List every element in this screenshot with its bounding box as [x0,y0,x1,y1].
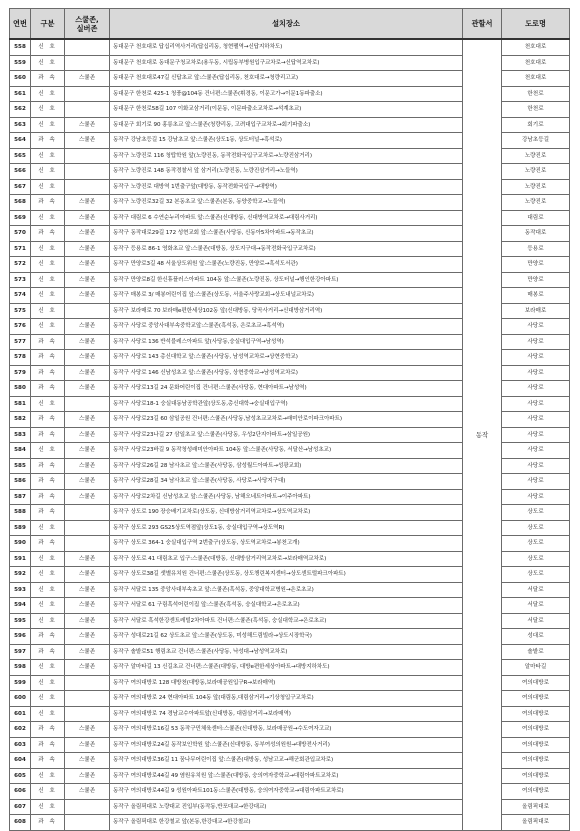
row-no: 571 [10,241,31,257]
row-location: 동작구 사당로 중앙사대부속중학교앞:스쿨존(흑석동, 은로초교→흑석역) [110,319,463,335]
row-road: 서달로 [502,582,570,598]
row-location: 동작구 사당로 136 반석블레스아파트 앞(사당동,숭실대입구역→남성역) [110,334,463,350]
row-location: 동대문구 천호대로 동대문구청교차로(용두동, 시립동부병원입구교차로→신답역교차로) [110,55,463,71]
row-no: 564 [10,133,31,149]
row-school-zone: 스쿨존 [65,551,110,567]
row-type: 과 속 [31,489,65,505]
row-road: 사당로 [502,412,570,428]
row-school-zone [65,55,110,71]
row-type: 신 호 [31,102,65,118]
row-school-zone: 스쿨존 [65,257,110,273]
row-school-zone [65,102,110,118]
row-location: 동작구 서달로 135 중앙사대부속초교 앞:스쿨존(흑석동, 중앙대학교병원→은로초교) [110,582,463,598]
row-location: 동작구 사당로23바길 9 동작청성래미안아파트 104동 앞:스쿨존(사당동, 서달산→남성초교) [110,443,463,459]
row-road: 사당로 [502,458,570,474]
row-location: 동작구 솔밭로51 행림초교 건너편:스쿨존(사당동, 낙성대→남성역교차로) [110,644,463,660]
row-location: 동작구 만양로8길 한신휴플러스아파트 104동 앞:스쿨존(노량진동, 상도터널→행인한강아파트) [110,272,463,288]
row-no: 598 [10,660,31,676]
header-type: 구분 [31,9,65,40]
row-road: 등용로 [502,241,570,257]
row-location: 동작구 여의대방로 24 현대아파트 104동 앞(대림동,대림삼거리→기상청입구교차로) [110,691,463,707]
row-school-zone: 스쿨존 [65,381,110,397]
row-no: 607 [10,799,31,815]
row-school-zone: 스쿨존 [65,753,110,769]
row-no: 608 [10,815,31,831]
row-type: 신 호 [31,272,65,288]
row-school-zone [65,505,110,521]
row-school-zone: 스쿨존 [65,768,110,784]
row-no: 600 [10,691,31,707]
row-school-zone: 스쿨존 [65,582,110,598]
row-no: 603 [10,737,31,753]
row-type: 신 호 [31,613,65,629]
row-school-zone: 스쿨존 [65,350,110,366]
row-road: 여의대방로 [502,691,570,707]
row-location: 동작구 여의대방로44길 49 염원유치원 앞:스쿨존(대방동, 숭의여자중학교→대림아파트교차로) [110,768,463,784]
row-no: 582 [10,412,31,428]
row-location: 동작구 강남초등길 15 강남초교 앞:스쿨존(상도1동, 상도터널→흑석로) [110,133,463,149]
row-type: 과 속 [31,350,65,366]
row-no: 590 [10,536,31,552]
row-type: 신 호 [31,691,65,707]
row-school-zone: 스쿨존 [65,629,110,645]
row-road: 노량진로 [502,179,570,195]
row-type: 과 속 [31,412,65,428]
row-road: 솔밭로 [502,644,570,660]
row-school-zone: 스쿨존 [65,319,110,335]
row-location: 동작구 사당로23나길 27 삼일초교 앞:스쿨존(사당동, 우성2단지아파트→삼일공원) [110,427,463,443]
row-school-zone: 스쿨존 [65,443,110,459]
row-location: 동작구 여의대방로36길 11 꿈나무어린이집 앞:스쿨존(대방동, 성남고교→해군회관입교차로) [110,753,463,769]
row-school-zone: 스쿨존 [65,71,110,87]
row-road: 천호대로 [502,39,570,55]
row-school-zone [65,396,110,412]
row-location: 동작구 여의대방로 74 경남교수아파트앞(신대방동, 대림삼거리→보라매역) [110,706,463,722]
row-location: 동작구 노량진로32길 32 본동초교 앞:스쿨존(본동, 동양중학교→노들역) [110,195,463,211]
row-school-zone [65,536,110,552]
row-type: 신 호 [31,210,65,226]
row-school-zone: 스쿨존 [65,195,110,211]
row-road: 여의대방로 [502,784,570,800]
row-no: 570 [10,226,31,242]
row-school-zone: 스쿨존 [65,489,110,505]
row-school-zone: 스쿨존 [65,660,110,676]
row-location: 동작구 동작대로29길 172 성현교회 앞:스쿨존(사당동, 신동아5차아파트→동작초교) [110,226,463,242]
row-no: 561 [10,86,31,102]
row-type: 신 호 [31,303,65,319]
row-type: 과 속 [31,753,65,769]
row-school-zone: 스쿨존 [65,722,110,738]
row-location: 동작구 사당로 146 신남성초교 앞:스쿨존(사당동, 상현중학교→남성역교차로) [110,365,463,381]
row-road: 성대로 [502,629,570,645]
row-school-zone [65,179,110,195]
row-road: 사당로 [502,396,570,412]
row-no: 560 [10,71,31,87]
row-school-zone: 스쿨존 [65,567,110,583]
row-no: 581 [10,396,31,412]
row-location: 동작구 노량진로 대방역 1번출구앞(대방동, 동작전화국입구→대방역) [110,179,463,195]
row-type: 신 호 [31,86,65,102]
row-location: 동작구 사당로18-1 숭실대동남공학관앞(상도동,총신대학→숭실대입구역) [110,396,463,412]
row-school-zone [65,799,110,815]
row-location: 동작구 서달로 61 구림흑석어린이집 앞:스쿨존(흑석동, 숭실대학교→은로초교) [110,598,463,614]
row-road: 매봉로 [502,288,570,304]
row-no: 567 [10,179,31,195]
row-type: 과 속 [31,536,65,552]
row-road: 노량진로 [502,195,570,211]
row-road: 사당로 [502,365,570,381]
row-road: 회기로 [502,117,570,133]
row-road: 올림픽대로 [502,799,570,815]
row-type: 신 호 [31,768,65,784]
row-no: 573 [10,272,31,288]
row-road: 알마타길 [502,660,570,676]
row-type: 신 호 [31,148,65,164]
row-road: 노량진로 [502,164,570,180]
row-school-zone: 스쿨존 [65,288,110,304]
row-type: 과 속 [31,381,65,397]
row-type: 신 호 [31,675,65,691]
row-type: 과 속 [31,365,65,381]
office-cell: 동작 [463,39,502,830]
row-type: 과 속 [31,427,65,443]
header-no: 연번 [10,9,31,40]
row-type: 신 호 [31,164,65,180]
row-location: 동작구 상도로 364-1 숭실대입구역 2번출구(상도동, 상도역교차로→봉천고개) [110,536,463,552]
row-no: 577 [10,334,31,350]
row-road: 여의대방로 [502,753,570,769]
row-type: 과 속 [31,737,65,753]
row-type: 과 속 [31,133,65,149]
row-school-zone: 스쿨존 [65,133,110,149]
document-page [9,8,569,831]
row-road: 여의대방로 [502,768,570,784]
row-type: 신 호 [31,784,65,800]
row-school-zone: 스쿨존 [65,241,110,257]
row-type: 신 호 [31,520,65,536]
row-road: 상도로 [502,536,570,552]
row-school-zone [65,164,110,180]
row-no: 580 [10,381,31,397]
row-no: 572 [10,257,31,273]
row-location: 동작구 알마타길 13 신길초교 건너편:스쿨존(대방동, 대방e편한세상아파트→대방지하차도) [110,660,463,676]
row-type: 과 속 [31,629,65,645]
row-school-zone: 스쿨존 [65,598,110,614]
row-no: 599 [10,675,31,691]
row-location: 동작구 대림로 6 수연순누리아파트 앞:스쿨존(신대방동, 신대방역교차로→대림사거리) [110,210,463,226]
row-school-zone [65,39,110,55]
row-no: 592 [10,567,31,583]
row-type: 과 속 [31,644,65,660]
row-location: 동작구 상도로 293 GS25상도역점앞(상도1동, 숭실대입구역→상도역R) [110,520,463,536]
row-road: 천호대로 [502,71,570,87]
row-location: 동작구 사당로23길 60 삼일공원 건너편:스쿨존(사당동,남성초교교차로→래미안로이파크아파트) [110,412,463,428]
row-no: 591 [10,551,31,567]
row-no: 601 [10,706,31,722]
row-location: 동작구 사당로13길 24 문화어린이집 건너편:스쿨존(사당동, 현대아파트→남성역) [110,381,463,397]
row-type: 과 속 [31,195,65,211]
row-type: 신 호 [31,179,65,195]
row-school-zone: 스쿨존 [65,613,110,629]
row-road: 사당로 [502,427,570,443]
row-type: 과 속 [31,458,65,474]
row-location: 동작구 사당로26길 28 남사초교 앞:스쿨존(사당동, 삼성월드아파트→성광교회) [110,458,463,474]
row-road: 사당로 [502,474,570,490]
row-road: 여의대방로 [502,675,570,691]
row-school-zone [65,815,110,831]
row-school-zone [65,675,110,691]
row-no: 588 [10,505,31,521]
row-location: 동작구 사당로28길 34 남사초교 앞:스쿨존(사당동, 사당로→사당지구대) [110,474,463,490]
row-road: 한천로 [502,86,570,102]
row-road: 한천로 [502,102,570,118]
row-location: 동작구 상도로 41 대림초교 입구:스쿨존(대방동, 신대방삼거리역교차로→보라매역교차로) [110,551,463,567]
row-road: 서달로 [502,613,570,629]
row-school-zone: 스쿨존 [65,226,110,242]
row-type: 신 호 [31,799,65,815]
row-type: 신 호 [31,567,65,583]
row-location: 동작구 상도로38길 샛별유치원 건너편:스쿨존(상도동, 상도챙린복지센터→상도센트럴파크아파트) [110,567,463,583]
row-road: 서달로 [502,598,570,614]
row-no: 593 [10,582,31,598]
row-location: 동작구 여의대방로 128 대방천(대방동,보라매공원입구R→보라매역) [110,675,463,691]
row-type: 신 호 [31,39,65,55]
row-type: 과 속 [31,226,65,242]
table-header-row [10,9,570,40]
row-location: 동작구 성대로21길 62 상도초교 앞:스쿨존(상도동, 미성해드림빌라→상도시장학국) [110,629,463,645]
row-school-zone: 스쿨존 [65,412,110,428]
row-location: 동작구 서달로 흑석한강센트레빌2차아파트 건너편:스쿨존(흑석동, 숭실대학교→은로초교) [110,613,463,629]
row-no: 574 [10,288,31,304]
row-road: 사당로 [502,381,570,397]
header-road: 도로명 [502,9,570,40]
row-no: 596 [10,629,31,645]
row-road: 사당로 [502,334,570,350]
row-no: 568 [10,195,31,211]
row-location: 동작구 만양로3길 48 서울상도위원 앞:스쿨존(노량진동, 만양로→흑석도서관) [110,257,463,273]
row-location: 동작구 보라매로 70 보라매e편한세상102동 앞(신대방동, 당곡사거리→신대방삼거리역) [110,303,463,319]
row-location: 동작구 올림픽대로 노량대교 진입부(동작동,반포대교→한강대교) [110,799,463,815]
row-school-zone [65,706,110,722]
row-type: 과 속 [31,334,65,350]
row-road: 사당로 [502,350,570,366]
header-school-zone [65,9,110,40]
row-no: 597 [10,644,31,660]
row-type: 과 속 [31,474,65,490]
row-no: 569 [10,210,31,226]
row-type: 신 호 [31,55,65,71]
row-school-zone [65,148,110,164]
row-location: 동작구 여의대방로44길 9 성원아파트101동:스쿨존(대방동, 숭의여자중학교→대림아파트교차로) [110,784,463,800]
row-no: 604 [10,753,31,769]
row-type: 신 호 [31,443,65,459]
row-road: 만양로 [502,272,570,288]
row-school-zone: 스쿨존 [65,784,110,800]
row-no: 589 [10,520,31,536]
row-location: 동대문구 천호대로47길 신답초교 앞:스쿨존(답십리동, 천호대로→청량리고교) [110,71,463,87]
row-road: 강남초등길 [502,133,570,149]
row-type: 신 호 [31,706,65,722]
row-road: 여의대방로 [502,706,570,722]
row-type: 신 호 [31,257,65,273]
row-type: 과 속 [31,722,65,738]
row-location: 동작구 여의대방로24길 동작보인학원 앞:스쿨존(신대방동, 동부여성의원원→대방전사거리) [110,737,463,753]
row-road: 여의대방로 [502,722,570,738]
row-no: 575 [10,303,31,319]
row-road: 올림픽대로 [502,815,570,831]
row-location: 동작구 노량진로 148 동작경찰서 앞 삼거리(노량진동, 노량진삼거리→노들역) [110,164,463,180]
row-no: 562 [10,102,31,118]
row-school-zone [65,691,110,707]
row-no: 576 [10,319,31,335]
row-school-zone: 스쿨존 [65,737,110,753]
row-school-zone: 스쿨존 [65,334,110,350]
row-location: 동작구 사당로 143 총신대학교 앞:스쿨존(사당동, 남성역교차로→상현중학교) [110,350,463,366]
row-no: 585 [10,458,31,474]
row-no: 594 [10,598,31,614]
row-no: 566 [10,164,31,180]
row-type: 신 호 [31,288,65,304]
row-location: 동대문구 한천로58길 107 이화교삼거리(이문동, 이문파출소교차로→석계초교) [110,102,463,118]
row-road: 상도로 [502,551,570,567]
row-location: 동작구 올림픽대로 한강철교 앞(본동,한강대교→한강철교) [110,815,463,831]
row-type: 신 호 [31,660,65,676]
row-no: 606 [10,784,31,800]
row-location: 동대문구 한천로 425-1 청풍@104동 건너편:스쿨존(휘경동, 이문고가→이문1동파출소) [110,86,463,102]
row-road: 보라매로 [502,303,570,319]
row-no: 586 [10,474,31,490]
row-road: 상도로 [502,505,570,521]
row-road: 사당로 [502,489,570,505]
row-school-zone: 스쿨존 [65,272,110,288]
row-school-zone [65,303,110,319]
row-location: 동작구 사당로2차길 신남성초교 앞:스쿨존(사당동, 남해오네트아파트→이주아파트) [110,489,463,505]
row-no: 558 [10,39,31,55]
row-road: 동작대로 [502,226,570,242]
row-type: 신 호 [31,396,65,412]
row-location: 동작구 상도로 190 장승배기교차로(상도동, 신대방삼거리역교차로→상도역교차로) [110,505,463,521]
row-school-zone: 스쿨존 [65,458,110,474]
row-type: 신 호 [31,598,65,614]
row-no: 578 [10,350,31,366]
row-location: 동작구 여의대방로16길 53 동작구민체육센터:스쿨존(신대방동, 보라매공원→수도여자고교) [110,722,463,738]
row-type: 신 호 [31,582,65,598]
row-type: 과 속 [31,71,65,87]
row-no: 579 [10,365,31,381]
row-type: 신 호 [31,319,65,335]
row-road: 대림로 [502,210,570,226]
row-location: 동작구 등용로 86-1 영화초교 앞:스쿨존(대방동, 상도지구대→동작전화국입구교차로) [110,241,463,257]
row-school-zone: 스쿨존 [65,210,110,226]
row-road: 상도로 [502,520,570,536]
header-office: 관할서 [463,9,502,40]
row-no: 583 [10,427,31,443]
row-road: 상도로 [502,567,570,583]
row-road: 천호대로 [502,55,570,71]
row-school-zone: 스쿨존 [65,427,110,443]
row-road: 노량진로 [502,148,570,164]
row-location: 동작구 매봉로 3/ 매봉어린이집 앞:스쿨존(상도동, 서울주사랑교회→상도내널교차로) [110,288,463,304]
row-no: 563 [10,117,31,133]
row-school-zone: 스쿨존 [65,365,110,381]
row-no: 605 [10,768,31,784]
row-school-zone [65,86,110,102]
row-type: 과 속 [31,815,65,831]
row-no: 587 [10,489,31,505]
row-location: 동대문구 회기로 90 홍릉초교 앞:스쿨존(청량리동, 고려대입구교차로→회기파출소) [110,117,463,133]
header-school-zone-label: 스쿨존, 실버존 [75,14,99,33]
row-school-zone: 스쿨존 [65,644,110,660]
row-no: 565 [10,148,31,164]
table-row [10,39,570,55]
row-type: 신 호 [31,241,65,257]
row-road: 사당로 [502,319,570,335]
row-no: 559 [10,55,31,71]
row-no: 584 [10,443,31,459]
row-road: 만양로 [502,257,570,273]
row-type: 과 속 [31,505,65,521]
row-no: 595 [10,613,31,629]
row-location: 동작구 노량진로 116 청탑학원 앞(노량진동, 동작전화국입구교차로→노량진삼거리) [110,148,463,164]
row-school-zone: 스쿨존 [65,474,110,490]
row-no: 602 [10,722,31,738]
row-school-zone: 스쿨존 [65,117,110,133]
row-type: 신 호 [31,117,65,133]
row-road: 사당로 [502,443,570,459]
row-type: 신 호 [31,551,65,567]
header-location: 설치장소 [110,9,463,40]
row-location: 동대문구 천호대로 답십리역사거리(답십리동, 청현팰역→신답지하차도) [110,39,463,55]
row-school-zone [65,520,110,536]
camera-location-table [9,8,570,831]
row-road: 여의대방로 [502,737,570,753]
table-body [10,39,570,830]
